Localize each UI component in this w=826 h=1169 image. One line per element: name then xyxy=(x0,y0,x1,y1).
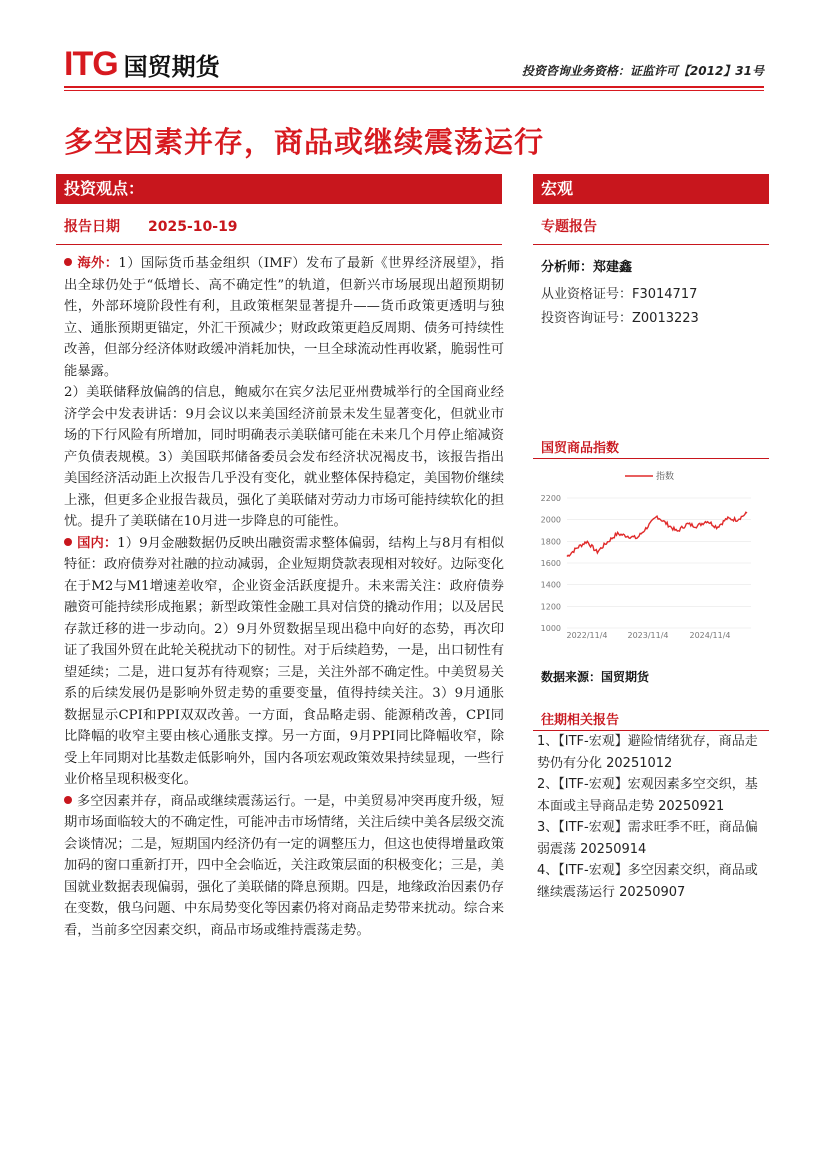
index-divider xyxy=(533,458,769,459)
date-value: 2025-10-19 xyxy=(148,219,238,235)
index-series-line xyxy=(567,512,747,556)
topic-label: 专题报告 xyxy=(541,219,597,235)
related-report-item[interactable]: 3、【ITF-宏观】需求旺季不旺，商品偏弱震荡 20250914 xyxy=(537,820,758,857)
x-tick-label: 2023/11/4 xyxy=(627,631,669,640)
paragraph-text: 1）9月金融数据仍反映出融资需求整体偏弱，结构上与8月有相似特征：政府债券对社融的拉动减弱，企业短期贷款表现相对较好。边际变化在于M2与M1增速差收窄，企业资金活跃度提升。未来需关注：政府债券融资可能持续形成拖累；新型政策性金融工具对信贷的撬动作用；以及居民存款迁移的进一步动向。2）9月外贸数据呈现出稳中向好的态势，再次印证了我国外贸在此轮关税扰动下的韧性。对于后续趋势，一是，出口韧性有望延续；二是，进口复苏有待观察；三是，关注外部不确定性。中美贸易关系的后续发展仍是影响外贸走势的重要变量，值得持续关注。3）9月通胀数据显示CPI和PPI双双改善。一方面，食品略走弱、能源稍改善，CPI同比降幅的收窄主要由核心通胀支撑。另一方面，9月PPI同比降幅收窄，除受上年同期对比基数走低影响外，国内各项宏观政策效果持续显现，一些行业价格呈现积极变化。 xyxy=(64,535,504,787)
legend-label: 指数 xyxy=(656,472,675,482)
y-tick-label: 2200 xyxy=(540,494,561,503)
y-tick-label: 1800 xyxy=(540,537,561,547)
x-tick-label: 2022/11/4 xyxy=(566,631,608,640)
index-chart-title: 国贸商品指数 xyxy=(541,441,620,456)
y-tick-label: 1200 xyxy=(540,602,561,612)
header-rule xyxy=(64,86,764,88)
y-tick-label: 1000 xyxy=(540,624,561,633)
bullet-icon xyxy=(64,796,72,804)
logo-itg: ITG xyxy=(64,44,118,83)
header-rule-thin xyxy=(64,90,764,91)
investment-view-bar: 投资观点： xyxy=(56,174,502,204)
y-tick-label: 1400 xyxy=(540,580,561,590)
related-report-item[interactable]: 4、【ITF-宏观】多空因素交织，商品或继续震荡运行 20250907 xyxy=(537,863,758,900)
y-tick-label: 2000 xyxy=(540,515,561,525)
paragraph-fed xyxy=(64,382,504,533)
paragraph-overseas xyxy=(64,253,504,382)
paragraph-summary xyxy=(64,791,504,942)
x-tick-label: 2024/11/4 xyxy=(689,631,731,640)
macro-bar: 宏观 xyxy=(533,174,769,204)
bullet-icon xyxy=(64,538,72,546)
analyst-line xyxy=(541,256,632,275)
qualification-cert: 从业资格证号：F3014717 xyxy=(541,287,698,302)
analyst-label: 分析师： xyxy=(541,260,594,275)
body-text xyxy=(64,253,504,941)
paragraph-text: 1）国际货币基金组织（IMF）发布了最新《世界经济展望》，指出全球仍处于“低增长、高不确定性”的轨道，但新兴市场展现出超预期韧性，外部环境阶段性有利，且政策框架显著提升——货币政策更透明与独立、通胀预期更锚定，外汇干预减少；财政政策更趋反周期、债务可持续性改善，但部分经济体财政缓冲消耗加快，一旦全球流动性再收紧，脆弱性可能暴露。 xyxy=(64,256,504,379)
y-tick-label: 1600 xyxy=(540,559,561,568)
paragraph-lead: 国内： xyxy=(77,535,118,551)
related-report-item[interactable]: 1、【ITF-宏观】避险情绪犹存，商品走势仍有分化 20251012 xyxy=(537,734,758,771)
related-reports-list xyxy=(537,731,763,903)
right-divider xyxy=(533,244,769,245)
data-source: 数据来源：国贸期货 xyxy=(541,670,650,684)
paragraph-text: 多空因素并存，商品或继续震荡运行。一是，中美贸易冲突再度升级，短期市场面临较大的不确定性，可能冲击市场情绪，关注后续中美各层级交流会谈情况；二是，短期国内经济仍有一定的调整压力，但这也使得增量政策加码的窗口重新打开，四中全会临近，关注政策层面的积极变化；三是，美国就业数据表现偏弱，强化了美联储的降息预期。四是，地缘政治因素仍存在变数，俄乌问题、中东局势变化等因素仍将对商品走势带来扰动。综合来看，当前多空因素交织，商品市场或维持震荡走势。 xyxy=(64,793,504,938)
paragraph-lead: 海外： xyxy=(77,256,119,271)
brand-logo xyxy=(64,44,220,84)
related-report-item[interactable]: 2、【ITF-宏观】宏观因素多空交织，基本面或主导商品走势 20250921 xyxy=(537,777,758,814)
bullet-icon xyxy=(64,258,72,266)
left-divider xyxy=(56,244,502,245)
logo-company-name: 国贸期货 xyxy=(123,52,220,81)
paragraph-text: 2）美联储释放偏鸽的信息，鲍威尔在宾夕法尼亚州费城举行的全国商业经济学会中发表讲话：9月会议以来美国经济前景未发生显著变化，但就业市场的下行风险有所增加，同时明确表示美联储可能在未来几个月停止缩减资产负债表规模。3）美国联邦储备委员会发布经济状况褐皮书，该报告指出美国经济活动距上次报告几乎没有变化，就业整体保持稳定，美国物价继续上涨，但更多企业报告裁员，强化了美联储对劳动力市场可能持续软化的担忧。提升了美联储在10月进一步降息的可能性。 xyxy=(64,385,504,529)
license-text: 投资咨询业务资格：证监许可【2012】31号 xyxy=(521,64,764,78)
analyst-name: 郑建鑫 xyxy=(593,260,633,275)
commodity-index-chart xyxy=(533,462,769,642)
report-title: 多空因素并存，商品或继续震荡运行 xyxy=(64,125,545,159)
date-label: 报告日期 xyxy=(64,219,120,235)
related-reports-title: 往期相关报告 xyxy=(541,713,620,728)
consulting-cert: 投资咨询证号：Z0013223 xyxy=(541,311,699,326)
paragraph-domestic xyxy=(64,533,504,791)
report-date-row xyxy=(64,216,238,236)
